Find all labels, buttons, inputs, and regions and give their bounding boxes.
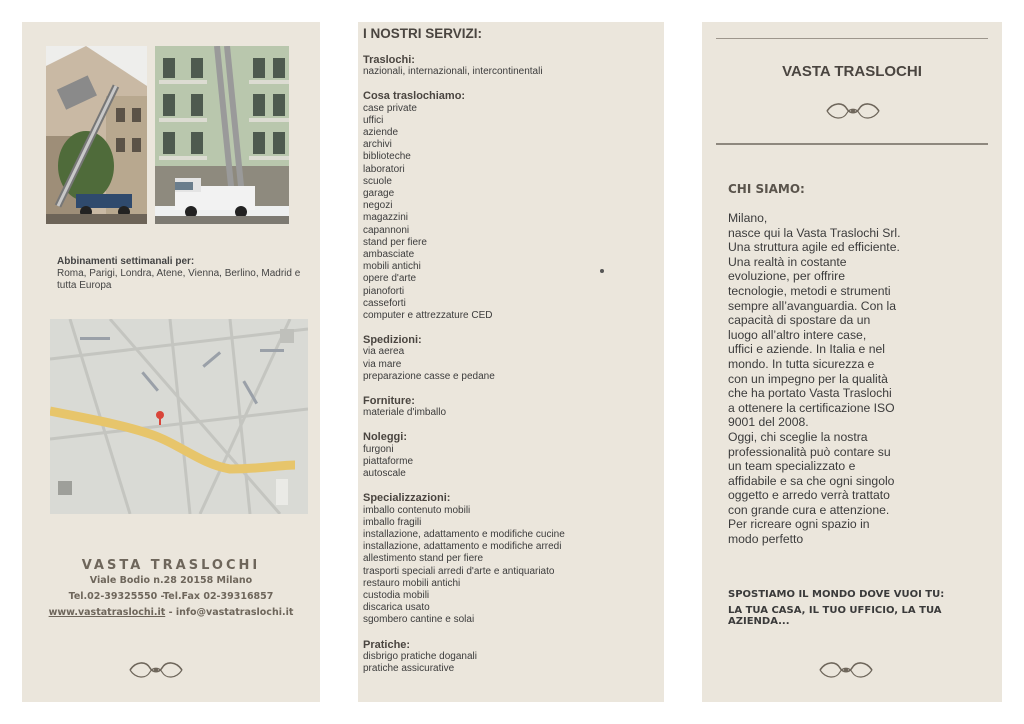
service-item: pianoforti: [363, 285, 405, 297]
service-item: installazione, adattamento e modifiche cucine: [363, 528, 565, 540]
service-heading: Pratiche:: [363, 638, 411, 651]
services-title: I NOSTRI SERVIZI:: [363, 26, 483, 41]
weekly-routes-title: Abbinamenti settimanali per:: [57, 256, 195, 267]
company-title: VASTA TRASLOCHI: [782, 63, 922, 80]
photo-building-truck: [155, 46, 289, 224]
about-line: tecnologie, metodi e strumenti: [728, 283, 891, 298]
service-heading: Cosa traslochiamo:: [363, 90, 466, 103]
about-line: un team specializzato e: [728, 459, 856, 474]
section-divider: [716, 143, 988, 145]
service-item: installazione, adattamento e modifiche arredi: [363, 541, 562, 553]
dot-marker: [600, 269, 604, 273]
phone-fax: Tel.02-39325550 -Tel.Fax 02-39316857: [68, 591, 274, 602]
top-divider: [716, 38, 988, 39]
about-line: oggetto e arredo verrà trattato: [728, 488, 890, 503]
about-line: Oggi, chi sceglie la nostra: [728, 429, 868, 444]
service-item: disbrigo pratiche doganali: [363, 650, 477, 662]
contact-separator: -: [165, 607, 176, 618]
service-item: pratiche assicurative: [363, 662, 455, 674]
service-item: imballo fragili: [363, 516, 422, 528]
section-gap: [363, 322, 659, 334]
service-item: casseforti: [363, 297, 406, 309]
service-item: mobili antichi: [363, 261, 421, 273]
service-heading: Specializzazioni:: [363, 492, 451, 505]
address: Viale Bodio n.28 20158 Milano: [89, 575, 253, 586]
service-item: stand per fiere: [363, 236, 427, 248]
about-line: mondo. In tutta sicurezza e: [728, 356, 875, 371]
service-heading: Traslochi:: [363, 54, 415, 66]
services-panel: [358, 22, 664, 702]
service-heading: Forniture:: [363, 395, 415, 408]
flourish-ornament-icon: [823, 100, 883, 127]
about-line: luogo all’altro intere case,: [728, 327, 867, 342]
about-line: affidabile e sa che ogni singolo: [728, 473, 895, 488]
about-line: a ottenere la certificazione ISO: [728, 400, 895, 415]
service-item: ambasciate: [363, 249, 415, 261]
location-map[interactable]: [50, 319, 308, 514]
section-gap: [363, 627, 659, 639]
about-line: Milano,: [728, 211, 768, 225]
about-line: con grande cura e attenzione.: [728, 502, 890, 517]
service-item: autoscale: [363, 468, 406, 480]
flourish-ornament-icon: [816, 659, 876, 686]
service-item: computer e attrezzature CED: [363, 310, 493, 322]
about-line: 9001 del 2008.: [728, 415, 809, 430]
service-item: capannoni: [363, 224, 410, 236]
services-list: [363, 54, 659, 675]
service-item: scuole: [363, 175, 392, 187]
section-gap: [363, 383, 659, 395]
service-item: discarica usato: [363, 602, 430, 614]
service-item: materiale d'imballo: [363, 407, 447, 419]
weekly-routes-text: Roma, Parigi, Londra, Atene, Vienna, Berlino, Madrid e tutta Europa: [57, 268, 301, 291]
service-heading: Noleggi:: [363, 431, 407, 444]
service-item: case private: [363, 102, 417, 114]
about-line: modo perfetto: [728, 532, 804, 547]
about-line: Per ricreare ogni spazio in: [728, 517, 870, 532]
slogan-line-2: LA TUA CASA, IL TUO UFFICIO, LA TUA AZIENDA...: [728, 605, 942, 627]
email-address[interactable]: info@vastatraslochi.it: [175, 607, 294, 618]
service-item: restauro mobili antichi: [363, 577, 461, 589]
service-item: magazzini: [363, 212, 409, 224]
section-gap: [363, 480, 659, 492]
service-item: custodia mobili: [363, 589, 430, 601]
service-item: preparazione casse e pedane: [363, 370, 495, 382]
about-line: con un impegno per la qualità: [728, 371, 888, 386]
service-item: imballo contenuto mobili: [363, 504, 471, 516]
about-line: Una struttura agile ed efficiente.: [728, 240, 900, 255]
service-item: trasporti speciali arredi d'arte e antiquariato: [363, 565, 555, 577]
brand-name: VASTA TRASLOCHI: [81, 558, 261, 573]
service-item: nazionali, internazionali, intercontinentali: [363, 66, 543, 78]
about-line: sempre all’avanguardia. Con la: [728, 298, 897, 313]
photo-crane-ladder: [46, 46, 147, 224]
service-item: sgombero cantine e solai: [363, 614, 475, 626]
about-panel: [702, 22, 1002, 702]
website-link[interactable]: www.vastatraslochi.it: [48, 607, 166, 618]
service-item: biblioteche: [363, 151, 411, 163]
contact-web-email: [22, 607, 320, 618]
about-line: professionalità può contare su: [728, 444, 891, 459]
service-item: via mare: [363, 358, 402, 370]
service-item: piattaforme: [363, 455, 414, 467]
service-item: opere d'arte: [363, 273, 417, 285]
left-panel: [22, 22, 320, 702]
service-item: negozi: [363, 200, 393, 212]
service-item: allestimento stand per fiere: [363, 553, 484, 565]
about-heading: CHI SIAMO:: [728, 182, 805, 196]
about-line: che ha portato Vasta Traslochi: [728, 386, 892, 401]
about-line: Una realtà in costante: [728, 254, 847, 269]
about-line: nasce qui la Vasta Traslochi Srl.: [728, 225, 901, 240]
service-item: furgoni: [363, 443, 394, 455]
flourish-ornament-icon: [126, 659, 186, 686]
service-item: archivi: [363, 139, 392, 151]
service-item: uffici: [363, 114, 384, 126]
about-line: evoluzione, per offrire: [728, 269, 845, 284]
section-gap: [363, 419, 659, 431]
service-item: aziende: [363, 127, 399, 139]
weekly-routes: [57, 256, 307, 292]
service-item: garage: [363, 188, 395, 200]
service-heading: Spedizioni:: [363, 334, 422, 347]
about-text: [728, 211, 990, 547]
section-gap: [363, 78, 659, 90]
service-item: via aerea: [363, 346, 405, 358]
about-line: capacità di spostare da un: [728, 313, 871, 328]
service-item: laboratori: [363, 163, 405, 175]
slogan-line-1: SPOSTIAMO IL MONDO DOVE VUOI TU:: [728, 589, 945, 600]
about-line: uffici e aziende. In Italia e nel: [728, 342, 885, 357]
